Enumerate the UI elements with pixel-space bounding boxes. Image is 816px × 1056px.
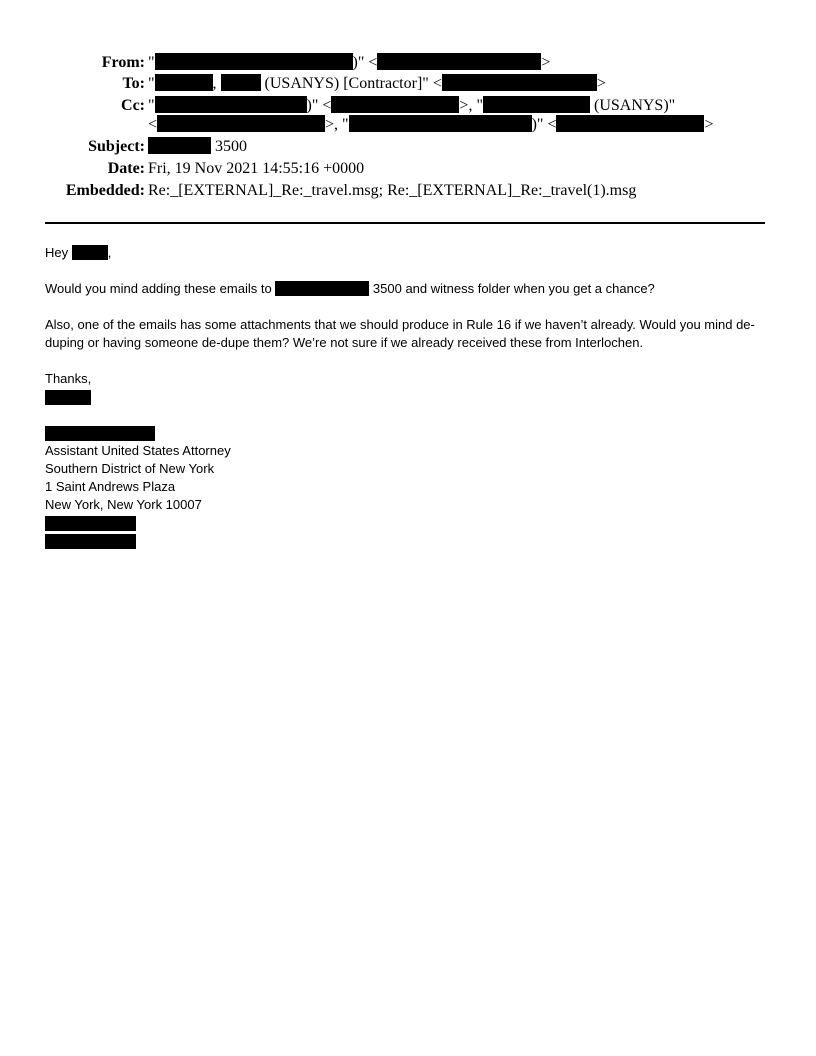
to-value <box>148 73 606 95</box>
redaction <box>331 96 459 113</box>
redaction <box>155 96 307 113</box>
redaction <box>72 245 108 260</box>
cc-label: Cc: <box>121 97 145 114</box>
date-value: Fri, 19 Nov 2021 14:55:16 +0000 <box>148 160 365 177</box>
cc-org: (USANYS)" <box>593 97 676 114</box>
cc-open: < <box>148 116 158 133</box>
from-row <box>0 52 816 74</box>
paragraph-1 <box>45 280 770 298</box>
signature-city: New York, New York 10007 <box>45 497 202 512</box>
from-separator: )" < <box>352 54 378 71</box>
from-value: " )" < > <box>148 54 551 71</box>
to-row <box>0 73 816 95</box>
redaction <box>155 74 213 91</box>
header-divider <box>45 222 765 224</box>
redaction <box>377 53 541 70</box>
redaction <box>483 96 590 113</box>
cc-end: > <box>704 116 714 133</box>
subject-row <box>0 136 816 158</box>
to-org: (USANYS) [Contractor]" < <box>264 75 442 92</box>
redaction <box>349 115 532 132</box>
embedded-label: Embedded: <box>65 182 145 199</box>
greeting: Hey <box>45 245 69 260</box>
greeting-comma: , <box>107 245 112 260</box>
signature-title: Assistant United States Attorney <box>45 443 231 458</box>
cc-sep3: >, " <box>325 116 349 133</box>
cc-row-continued <box>0 114 816 136</box>
cc-sep4: )" < <box>531 116 557 133</box>
subject-label: Subject: <box>88 138 145 155</box>
to-comma: , <box>212 75 217 92</box>
to-label: To: <box>122 75 145 92</box>
redaction <box>148 137 211 154</box>
date-row <box>0 158 816 180</box>
subject-value <box>148 136 247 158</box>
signature-name-redaction <box>45 426 155 441</box>
redaction <box>556 115 704 132</box>
redaction <box>221 74 261 91</box>
signature-office: Southern District of New York <box>45 461 215 476</box>
email-redaction <box>45 534 136 549</box>
subject-text: 3500 <box>215 138 247 155</box>
redaction <box>442 74 597 91</box>
paragraph-2: Also, one of the emails has some attachments that we should produce in Rule 16 if we haven’t already. Would you mind de-duping or having someone de-dupe them? We’re not sure if we already received these from Interlochen. <box>45 317 755 350</box>
from-label: From: <box>101 54 145 71</box>
to-quote: " <box>148 75 155 92</box>
to-end: > <box>596 75 606 92</box>
redaction <box>157 115 325 132</box>
sender-name-redaction <box>45 390 91 405</box>
from-end: > <box>541 54 551 71</box>
date-label: Date: <box>107 160 145 177</box>
paragraph-1-end: 3500 and witness folder when you get a chance? <box>372 281 655 296</box>
redaction <box>155 53 353 70</box>
closing: Thanks, <box>45 371 92 386</box>
phone-redaction <box>45 516 136 531</box>
cc-sep1: )" < <box>306 97 332 114</box>
signature-street: 1 Saint Andrews Plaza <box>45 479 176 494</box>
cc-sep2: >, " <box>459 97 483 114</box>
paragraph-1-start: Would you mind adding these emails to <box>45 281 272 296</box>
embedded-value: Re:_[EXTERNAL]_Re:_travel.msg; Re:_[EXTERNAL]_Re:_travel(1).msg <box>148 182 637 199</box>
cc-value-line2 <box>148 114 714 136</box>
embedded-row <box>0 180 816 202</box>
cc-quote: " <box>148 97 155 114</box>
greeting-line <box>45 244 770 262</box>
redaction <box>275 281 369 296</box>
